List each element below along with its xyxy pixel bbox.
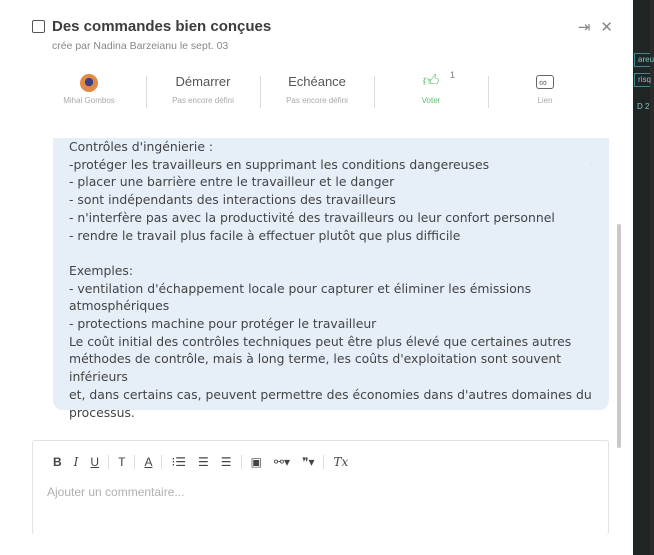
toolbar-divider: [323, 455, 324, 469]
vote-label: Voter: [421, 96, 441, 105]
resize-handle-icon: .: [590, 158, 593, 167]
text-style-button[interactable]: T: [118, 455, 126, 469]
card-meta-row: [32, 72, 602, 112]
clear-format-icon[interactable]: Tx: [333, 455, 349, 469]
due-date-field[interactable]: [260, 72, 374, 112]
editor-toolbar: [47, 453, 354, 471]
start-date-label: Démarrer: [175, 74, 231, 89]
toolbar-divider: [108, 455, 109, 469]
description-block[interactable]: [53, 138, 609, 420]
text-color-button[interactable]: A: [144, 455, 153, 469]
bullet-list-icon[interactable]: ☰: [198, 455, 209, 469]
start-date-value: Pas encore défini: [172, 96, 234, 105]
assignee-name: Mihai Gombos: [63, 96, 115, 105]
avatar: [80, 74, 98, 92]
background-board: [633, 0, 654, 555]
italic-button[interactable]: I: [73, 455, 79, 469]
close-icon[interactable]: ✕: [600, 19, 613, 36]
thumbs-up-icon: 👍︎: [422, 73, 440, 90]
toolbar-divider: [161, 455, 162, 469]
toolbar-divider: [134, 455, 135, 469]
comment-input[interactable]: Ajouter un commentaire...: [47, 485, 185, 499]
vote-count: 1: [450, 70, 456, 80]
comment-editor[interactable]: [32, 440, 609, 535]
link-insert-icon[interactable]: ⚯▾: [273, 455, 290, 469]
toolbar-divider: [241, 455, 242, 469]
quote-icon[interactable]: ❞▾: [301, 455, 315, 469]
card-subtitle: crée par Nadina Barzeianu le sept. 03: [52, 40, 229, 52]
ordered-list-icon[interactable]: ⁝☰: [171, 455, 187, 469]
assignee-field[interactable]: [32, 72, 146, 112]
link-label: Lien: [537, 96, 553, 105]
background-tag: areu: [634, 53, 650, 67]
vote-button[interactable]: [374, 72, 488, 112]
due-date-label: Echéance: [288, 74, 346, 89]
open-external-icon[interactable]: ⇥: [577, 19, 591, 36]
image-icon[interactable]: ▣: [250, 455, 262, 469]
background-tag: D 2: [637, 102, 650, 111]
due-date-value: Pas encore défini: [286, 96, 348, 105]
complete-checkbox[interactable]: [32, 20, 45, 33]
start-date-field[interactable]: [146, 72, 260, 112]
link-button[interactable]: [488, 72, 602, 112]
background-tag: risq: [634, 73, 650, 87]
link-icon: [536, 75, 554, 89]
align-icon[interactable]: ☰: [220, 455, 232, 469]
card-title[interactable]: Des commandes bien conçues: [52, 18, 272, 35]
description-text: Contrôles d'ingénierie : -protéger les travailleurs en supprimant les conditions dangereuses - placer une barrière entre le travailleur et le danger - sont indépendants des interactions des travailleurs - n'interfère pas avec la productivité des travailleurs ou leur confort personnel - rendre le travail plus facile à effectuer plutôt que plus difficile Exemples: - ventilation d'échappement locale pour capturer et éliminer les émissions atmosphériques - protections machine pour protéger le travailleur Le coût initial des contrôles techniques peut être plus élevé que certaines autres méthodes de contrôle, mais à long terme, les coûts d'exploitation sont souvent inférieurs et, dans certains cas, peuvent permettre des économies dans d'autres domaines du processus.: [69, 139, 592, 420]
underline-button[interactable]: U: [90, 455, 100, 469]
scrollbar[interactable]: [617, 224, 621, 448]
bold-button[interactable]: B: [53, 455, 62, 469]
